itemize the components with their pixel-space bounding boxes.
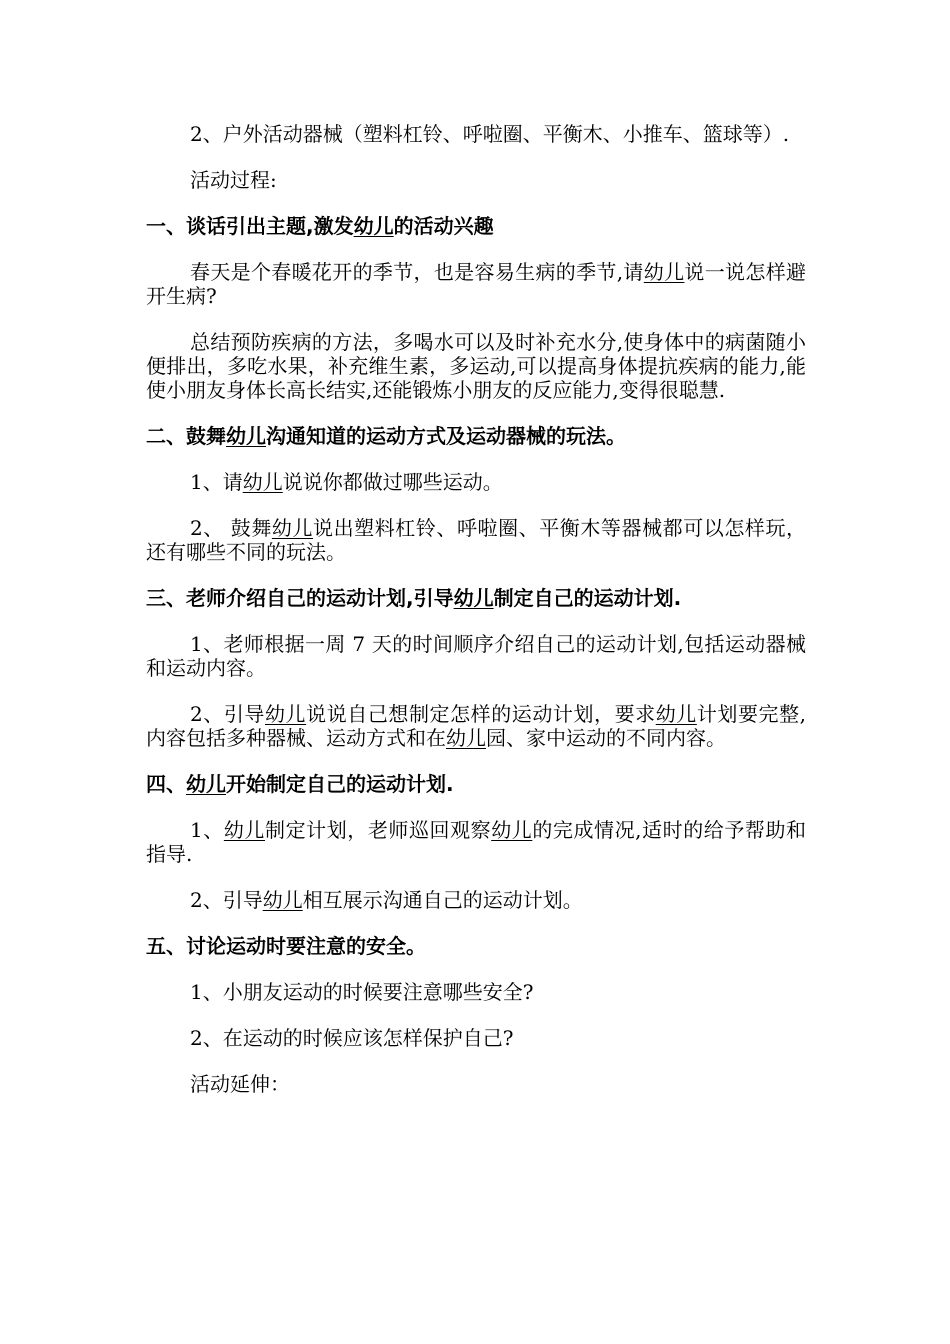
paragraph-1-1 (146, 260, 806, 308)
text-segment: 春天是个春暖花开的季节，也是容易生病的季节,请 (190, 260, 644, 284)
text-segment: 说说你都做过哪些运动。 (282, 470, 503, 494)
underlined-term: 幼儿 (186, 772, 226, 796)
text-segment: 说一说怎样避开生病? (146, 260, 807, 308)
text-segment: 一、谈话引出主题,激发 (146, 214, 354, 238)
text-segment: 说出塑料杠铃、呼啦圈、平衡木等器械都可以怎样玩，还有哪些不同的玩法。 (146, 516, 807, 564)
text-segment: 制定自己的运动计划. (493, 586, 682, 610)
section-heading-3 (146, 586, 806, 610)
section-heading-1 (146, 214, 806, 238)
underlined-term: 幼儿 (223, 818, 265, 842)
underlined-term: 幼儿 (643, 260, 685, 284)
text-segment: 1、 (190, 818, 224, 842)
text-segment: 三、老师介绍自己的运动计划,引导 (146, 586, 454, 610)
paragraph-extension-label (146, 1072, 806, 1096)
underlined-term: 幼儿 (446, 726, 486, 750)
text-segment: 沟通知道的运动方式及运动器械的玩法。 (266, 424, 626, 448)
underlined-term: 幼儿 (262, 888, 303, 912)
paragraph-2-2 (146, 516, 806, 564)
text-segment: 2、引导 (190, 888, 263, 912)
underlined-term: 幼儿 (453, 586, 494, 610)
underlined-term: 幼儿 (226, 424, 266, 448)
text-segment: 五、讨论运动时要注意的安全。 (146, 934, 426, 958)
section-heading-4 (146, 772, 806, 796)
text-segment: 说说自己想制定怎样的运动计划，要求 (306, 702, 656, 726)
paragraph-process-label (146, 168, 806, 192)
text-segment: 相互展示沟通自己的运动计划。 (302, 888, 583, 912)
paragraph-materials-2 (146, 122, 806, 146)
underlined-term: 幼儿 (655, 702, 697, 726)
text-segment: 1、请 (190, 470, 243, 494)
text-segment: 园、家中运动的不同内容。 (486, 726, 726, 750)
text-segment: 的完成情况,适时的给予帮助和指导. (146, 818, 807, 866)
text-segment: 2、户外活动器械（塑料杠铃、呼啦圈、平衡木、小推车、篮球等）. (190, 122, 790, 146)
text-segment: 的活动兴趣 (393, 214, 494, 238)
text-segment: 计划要完整,内容包括多种器械、运动方式和在 (146, 702, 807, 750)
paragraph-4-1 (146, 818, 806, 866)
underlined-term: 幼儿 (271, 516, 314, 540)
underlined-term: 幼儿 (264, 702, 307, 726)
paragraph-4-2 (146, 888, 806, 912)
text-segment: 1、小朋友运动的时候要注意哪些安全? (190, 980, 534, 1004)
text-segment: 开始制定自己的运动计划. (226, 772, 454, 796)
underlined-term: 幼儿 (353, 214, 394, 238)
paragraph-5-1 (146, 980, 806, 1004)
paragraph-2-1 (146, 470, 806, 494)
text-segment: 活动过程: (190, 168, 277, 192)
text-segment: 制定计划，老师巡回观察 (265, 818, 492, 842)
text-segment: 四、 (146, 772, 186, 796)
text-segment: 2、 鼓舞 (190, 516, 272, 540)
paragraph-3-1 (146, 632, 806, 680)
section-heading-2 (146, 424, 806, 448)
section-heading-5 (146, 934, 806, 958)
underlined-term: 幼儿 (242, 470, 283, 494)
text-segment: 2、在运动的时候应该怎样保护自己? (190, 1026, 514, 1050)
text-segment: 2、引导 (190, 702, 265, 726)
underlined-term: 幼儿 (491, 818, 533, 842)
text-segment: 总结预防疾病的方法，多喝水可以及时补充水分,使身体中的病菌随小便排出，多吃水果，补充维生素，多运动,可以提高身体提抗疾病的能力,能使小朋友身体长高长结实,还能锻炼小朋友的反应能力,变得很聪慧. (146, 330, 806, 402)
paragraph-3-2 (146, 702, 806, 750)
document-page (146, 122, 806, 1118)
text-segment: 1、老师根据一周 7 天的时间顺序介绍自己的运动计划,包括运动器械和运动内容。 (146, 632, 806, 680)
paragraph-5-2 (146, 1026, 806, 1050)
paragraph-1-2 (146, 330, 806, 402)
text-segment: 活动延伸： (190, 1072, 290, 1096)
text-segment: 二、鼓舞 (146, 424, 226, 448)
